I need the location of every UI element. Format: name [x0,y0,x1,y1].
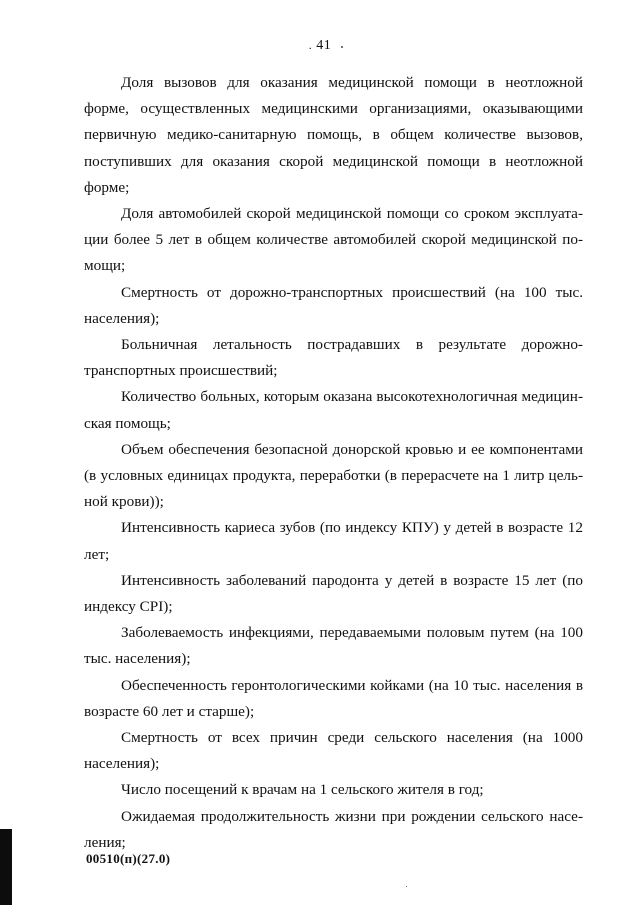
scan-speck [406,886,407,887]
scan-edge-mark [0,829,12,905]
page-number-mark: . [308,38,313,52]
page-number-value: 41 [316,38,332,53]
document-body [84,70,583,856]
paragraph-hospital-lethality: Больничная летальность пострадавших в результате дорожно-транспортных происшествий; [84,336,583,380]
paragraph-rural-life-expectancy: Ожидаемая продолжительность жизни при рождении сельского населения; [84,807,583,851]
document-code: 00510(п)(27.0) [86,851,171,866]
paragraph-ambulance-age-share: Доля автомобилей скорой медицинской помощи со сроком эксплуатации более 5 лет в общем количестве автомобилей скорой медицинской помощи; [84,205,583,275]
scan-speck [341,46,343,48]
paragraph-donor-blood: Объем обеспечения безопасной донорской кровью и ее компонентами (в условных единицах продукта, переработки (в перерасчете на 1 литр цельной крови)); [84,440,583,511]
paragraph-caries-intensity: Интенсивность кариеса зубов (по индексу КПУ) у детей в возрасте 12 лет; [84,519,583,563]
paragraph-sti-incidence: Заболеваемость инфекциями, передаваемыми половым путем (на 100 тыс. населения); [84,624,583,668]
paragraph-road-accident-mortality: Смертность от дорожно-транспортных происшествий (на 100 тыс. населения); [84,283,583,327]
paragraph-high-tech-care: Количество больных, которым оказана высокотехнологичная медицинская помощь; [84,388,583,432]
page-number [0,38,640,54]
paragraph-rural-visits: Число посещений к врачам на 1 сельского жителя в год; [121,781,484,799]
paragraph-rural-mortality: Смертность от всех причин среди сельского населения (на 1000 населения); [84,729,583,773]
paragraph-periodontal-disease: Интенсивность заболеваний пародонта у детей в возрасте 15 лет (по индексу CPI); [84,571,583,616]
paragraph-gerontology-beds: Обеспеченность геронтологическими койками (на 10 тыс. населения в возрасте 60 лет и старше); [84,676,583,720]
paragraph-emergency-calls-share: Доля вызовов для оказания медицинской помощи в неотложной форме, осуществленных медицинскими организациями, оказывающими первичную медико-санитарную помощь, в общем количестве вызовов, поступивших для оказания скорой медицинской помощи в неотложной форме; [84,74,583,196]
